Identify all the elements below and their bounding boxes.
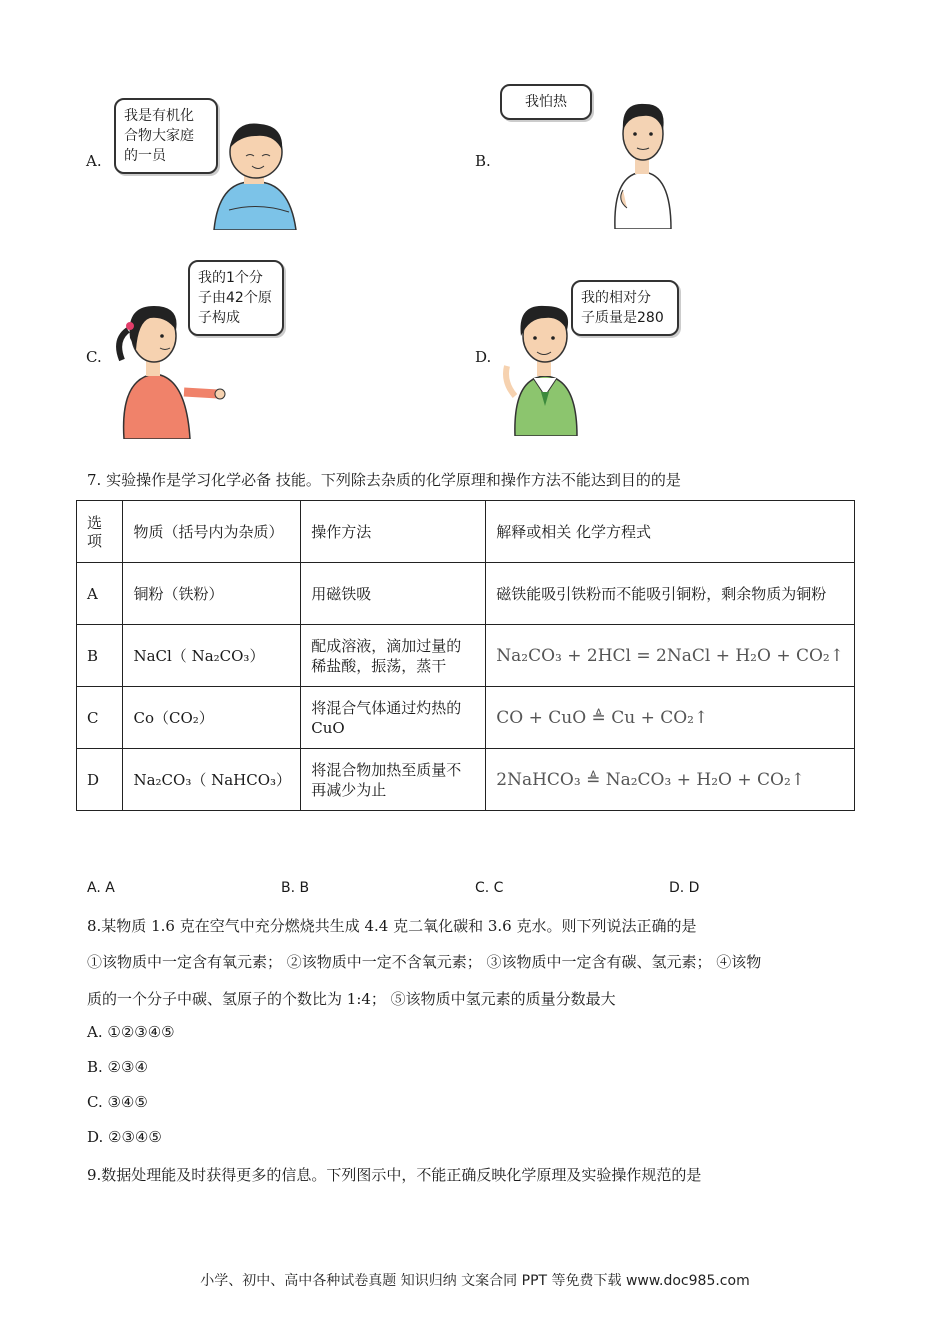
table-row (77, 687, 855, 749)
table-row (77, 563, 855, 625)
option-letter: D. (475, 348, 492, 366)
option-letter: C. (86, 348, 102, 366)
q7-stem: 7. 实验操作是学习化学必备 技能。下列除去杂质的化学原理和操作方法不能达到目的的是 (87, 471, 681, 489)
row-substance: Na₂CO₃（ NaHCO₃） (123, 749, 301, 811)
row-method: 配成溶液，滴加过量的稀盐酸，振荡，蒸干 (301, 625, 486, 687)
row-option: B (77, 625, 123, 687)
row-substance: NaCl（ Na₂CO₃） (123, 625, 301, 687)
boy-illustration (204, 110, 304, 230)
q8-option-b[interactable]: B. ②③④ (87, 1058, 148, 1076)
header-method: 操作方法 (301, 501, 486, 563)
row-substance: Co（CO₂） (123, 687, 301, 749)
option-letter: A. (86, 152, 102, 170)
row-explain-equation: 2NaHCO₃ ≜ Na₂CO₃ + H₂O + CO₂↑ (486, 749, 855, 811)
answer-option-d[interactable]: D. D (669, 880, 700, 896)
page-footer: 小学、初中、高中各种试卷真题 知识归纳 文案合同 PPT 等免费下载 www.doc985.com (200, 1273, 750, 1289)
q8-statements-line2: 质的一个分子中碳、氢原子的个数比为 1:4； ⑤该物质中氢元素的质量分数最大 (87, 990, 616, 1008)
q6-option-c (86, 256, 316, 441)
header-explain: 解释或相关 化学方程式 (486, 501, 855, 563)
q6-option-a (86, 80, 316, 230)
row-explain: 磁铁能吸引铁粉而不能吸引铜粉，剩余物质为铜粉 (486, 563, 855, 625)
row-option: A (77, 563, 123, 625)
header-option: 选项 (77, 501, 123, 563)
row-option: D (77, 749, 123, 811)
table-row (77, 749, 855, 811)
answer-option-b[interactable]: B. B (281, 880, 310, 896)
boy-illustration (603, 94, 683, 229)
speech-bubble: 我是有机化 合物大家庭 的一员 (114, 98, 218, 174)
q7-table (76, 500, 855, 811)
q9-stem: 9.数据处理能及时获得更多的信息。下列图示中，不能正确反映化学原理及实验操作规范的是 (87, 1166, 702, 1184)
answer-option-c[interactable]: C. C (475, 880, 504, 896)
table-header-row (77, 501, 855, 563)
row-explain-equation: Na₂CO₃ + 2HCl = 2NaCl + H₂O + CO₂↑ (486, 625, 855, 687)
q8-option-c[interactable]: C. ③④⑤ (87, 1093, 148, 1111)
speech-bubble: 我的1个分 子由42个原 子构成 (188, 260, 284, 336)
answer-option-a[interactable]: A. A (87, 880, 115, 896)
q8-option-a[interactable]: A. ①②③④⑤ (87, 1023, 175, 1041)
row-method: 用磁铁吸 (301, 563, 486, 625)
option-letter: B. (475, 152, 491, 170)
q8-stem: 8.某物质 1.6 克在空气中充分燃烧共生成 4.4 克二氧化碳和 3.6 克水。则下列说法正确的是 (87, 917, 697, 935)
header-substance: 物质（括号内为杂质） (123, 501, 301, 563)
table-row (77, 625, 855, 687)
girl-illustration (106, 294, 226, 439)
speech-bubble: 我怕热 (500, 84, 592, 120)
row-method: 将混合气体通过灼热的CuO (301, 687, 486, 749)
row-substance: 铜粉（铁粉） (123, 563, 301, 625)
speech-bubble: 我的相对分 子质量是280 (571, 280, 679, 336)
q8-statements-line1: ①该物质中一定含有氧元素； ②该物质中一定不含氧元素； ③该物质中一定含有碳、氢元素； ④该物 (87, 953, 762, 971)
row-explain-equation: CO + CuO ≜ Cu + CO₂↑ (486, 687, 855, 749)
q6-option-d (475, 256, 705, 441)
row-option: C (77, 687, 123, 749)
boy-illustration (501, 296, 591, 436)
row-method: 将混合物加热至质量不再减少为止 (301, 749, 486, 811)
q8-option-d[interactable]: D. ②③④⑤ (87, 1128, 162, 1146)
q6-option-b (475, 80, 705, 230)
